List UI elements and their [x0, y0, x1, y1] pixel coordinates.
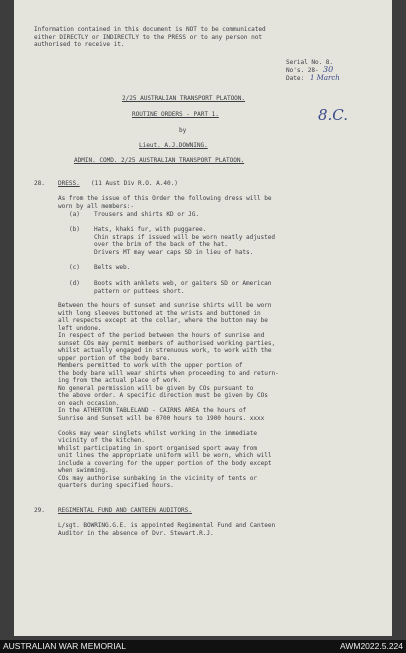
item-line: Trousers and shirts KD or JG. — [94, 211, 199, 218]
footer-institution: AUSTRALIAN WAR MEMORIAL — [3, 641, 126, 651]
section-title: REGIMENTAL FUND AND CANTEEN AUDITORS. — [58, 507, 192, 514]
body-line: quarters during specified hours. — [58, 482, 174, 489]
body-line: when swimming. — [58, 467, 109, 474]
margin-note-handwritten: 8.C. — [318, 106, 349, 124]
by-line: by — [179, 127, 187, 134]
archive-footer — [0, 640, 406, 653]
body-line: whilst actually engaged in strenuous work, to work with the — [58, 347, 272, 354]
body-line: the body bare will wear shirts when proceeding to and return- — [58, 369, 279, 377]
body-line: In the ATHERTON TABLELAND - CAIRNS AREA the hours of — [58, 407, 247, 414]
body-line: with long sleeves buttoned at the wrists and buttoned in — [58, 309, 261, 317]
body-line: ing from the actual place of work. — [58, 377, 182, 384]
item-line: Chin straps if issued will be worn neatly adjusted — [94, 233, 275, 241]
body-line: left undone. — [58, 324, 102, 332]
body-line: Members permitted to work with the upper portion of — [58, 362, 243, 369]
item-letter: (c) — [69, 264, 80, 271]
body-line: Sunrise and Sunset will be 0700 hours to 1900 hours. xxxx — [58, 414, 265, 422]
body-line: In respect of the period between the hours of sunrise and — [58, 332, 265, 339]
order-date-label: Date: — [286, 75, 305, 82]
body-line: Whilst participating in sport organised sport away from — [58, 444, 258, 452]
item-letter: (b) — [69, 226, 80, 233]
order-numbers-handwritten: 30 — [323, 64, 334, 74]
body-line: COs may authorise sunbaking in the vicinity of tents or — [58, 474, 258, 482]
item-line: pattern or puttees short. — [94, 287, 185, 295]
command-heading: ADMIN. COMD. 2/25 AUSTRALIAN TRANSPORT PLATOON. — [74, 157, 245, 164]
item-line: over the brim of the back of the hat. — [94, 241, 228, 248]
item-line: Boots with anklets web, or gaiters SD or American — [94, 280, 272, 287]
item-line: Hats, khaki fur, with puggaree. — [94, 226, 207, 233]
body-line: include a covering for the upper portion of the body except — [58, 459, 272, 467]
section-title: DRESS. — [58, 180, 80, 187]
body-line: L/sgt. BOWRING.G.E. is appointed Regimental Fund and Canteen — [58, 522, 276, 529]
body-line: unit lines the appropriate uniform will be worn, which will — [58, 452, 272, 459]
section-number: 29. — [34, 507, 45, 514]
body-line: Auditor in the absence of Dvr. Stewart.R.J. — [58, 529, 214, 537]
item-letter: (d) — [69, 280, 80, 287]
officer-name: Lieut. A.J.DOWNING. — [139, 142, 208, 149]
orders-heading: ROUTINE ORDERS - PART 1. — [132, 111, 219, 118]
section-intro-line: worn by all members:- — [58, 202, 134, 210]
body-line: the above order. A specific direction must be given by COs — [58, 392, 268, 399]
item-line: Drivers MT may wear caps SD in lieu of hats. — [94, 248, 254, 256]
section-reference: (11 Aust Div R.O. A.40.) — [91, 180, 178, 187]
body-line: Between the hours of sunset and sunrise shirts will be worn — [58, 302, 272, 309]
section-number: 28. — [34, 180, 45, 187]
document-page — [14, 0, 392, 636]
body-line: Cooks may wear singlets whilst working in the immediate — [58, 429, 258, 437]
body-line: on each occasion. — [58, 399, 120, 407]
body-line: No general permission will be given by COs pursuant to — [58, 384, 254, 392]
body-line: sunset COs may permit members of authorised working parties, — [58, 339, 276, 347]
section-intro-line: As from the issue of this Order the following dress will be — [58, 195, 272, 202]
order-date-handwritten: 1 March — [310, 73, 340, 82]
notice-line: either DIRECTLY or INDIRECTLY to the PRESS or to any person not — [34, 33, 262, 41]
notice-line: Information contained in this document is NOT to be communicated — [34, 26, 266, 33]
footer-accession-number: AWM2022.5.224 — [340, 641, 403, 651]
order-numbers: No's. 28- — [286, 67, 319, 74]
body-line: vicinity of the kitchen. — [58, 437, 145, 444]
serial-number: Serial No. 8. — [286, 59, 334, 66]
body-line: all respects except at the collar, where the button may be — [58, 317, 268, 324]
item-line: Belts web. — [94, 264, 131, 271]
body-line: upper portion of the body bare. — [58, 354, 171, 362]
platoon-heading: 2/25 AUSTRALIAN TRANSPORT PLATOON. — [122, 95, 246, 102]
notice-line: authorised to receive it. — [34, 41, 125, 48]
item-letter: (a) — [69, 211, 80, 218]
